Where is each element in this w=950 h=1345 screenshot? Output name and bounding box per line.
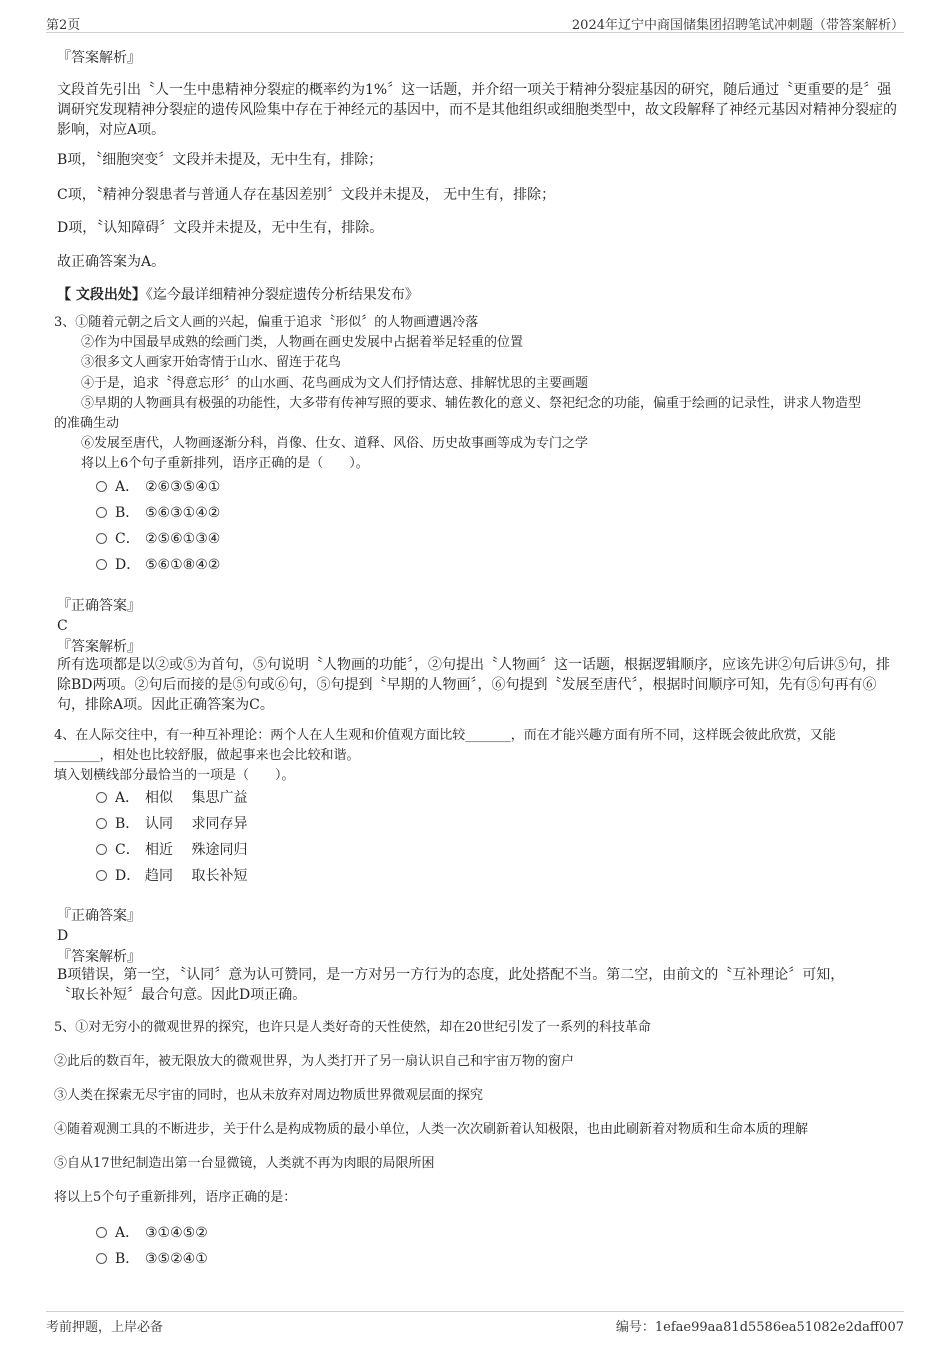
radio-icon[interactable] [96, 1227, 107, 1238]
q5-sentence-1: 5、①对无穷小的微观世界的探究，也许只是人类好奇的天性使然，却在20世纪引发了一系列的科技革命 [54, 1020, 651, 1035]
radio-icon[interactable] [96, 870, 107, 881]
q4-option-c[interactable]: C． 相近 殊途同归 [96, 839, 247, 861]
q3-answer: C [57, 618, 68, 634]
q4-option-d[interactable]: D． 趋同 取长补短 [96, 865, 247, 887]
q2-option-d-note: D项，〝认知障碍〞文段并未提及，无中生有，排除。 [57, 220, 384, 236]
radio-icon[interactable] [96, 792, 107, 803]
q3-sentence-4: ④于是，追求〝得意忘形〞的山水画、花鸟画成为文人们抒情达意、排解忧思的主要画题 [81, 376, 589, 391]
q5-option-b[interactable]: B． ③⑤②④① [96, 1248, 208, 1270]
q2-analysis-heading: 『答案解析』 [57, 50, 141, 66]
q3-analysis-text: 所有选项都是以②或⑤为首句，⑤句说明〝人物画的功能〞，②句提出〝人物画〞这一话题，根据逻辑顺序，应该先讲②句后讲⑤句，排除BD两项。②句后而接的是⑤句或⑥句，⑤句提到〝早期的人物画〞，⑥句提到〝发展至唐代〞，根据时间顺序可知，先有⑤句再有⑥句，排除A项。因此正确答案为C。 [57, 657, 890, 713]
q2-option-c-note: C项，〝精神分裂患者与普通人存在基因差别〞文段并未提及， 无中生有，排除； [57, 187, 556, 203]
q3-option-b[interactable]: B． ⑤⑥③①④② [96, 502, 220, 524]
q3-sentence-5: ⑤早期的人物画具有极强的功能性，大多带有传神写照的要求、辅佐教化的意义、祭祀纪念的功能，偏重于绘画的记录性，讲求人物造型 [81, 396, 862, 411]
q2-source [57, 285, 897, 305]
q4-stem: 4、在人际交往中，有一种互补理论：两个人在人生观和价值观方面比较_______，而在才能兴趣方面有所不同，这样既会彼此欣赏，又能 [54, 728, 836, 743]
radio-icon[interactable] [96, 844, 107, 855]
q5-prompt: 将以上5个句子重新排列，语序正确的是： [54, 1190, 297, 1205]
q5-sentence-4: ④随着观测工具的不断进步，关于什么是构成物质的最小单位，人类一次次刷新着认知极限，也由此刷新着对物质和生命本质的理解 [54, 1122, 809, 1137]
q2-analysis-text: 文段首先引出〝人一生中患精神分裂症的概率约为1%〞这一话题，并介绍一项关于精神分裂症基因的研究，随后通过〝更重要的是〞强调研究发现精神分裂症的遗传风险集中存在于神经元的基因中，而不是其他组织或细胞类型中，故文段解释了神经元基因对精神分裂症的影响，对应A项。 [57, 82, 897, 138]
q3-option-a[interactable]: A． ②⑥③⑤④① [96, 476, 220, 498]
q2-conclusion: 故正确答案为A。 [57, 254, 166, 270]
radio-icon[interactable] [96, 533, 107, 544]
q3-sentence-1: 3、①随着元朝之后文人画的兴起，偏重于追求〝形似〞的人物画遭遇冷落 [54, 315, 479, 330]
source-label: 【 文段出处】 [57, 287, 146, 303]
radio-icon[interactable] [96, 559, 107, 570]
q4-prompt: 填入划横线部分最恰当的一项是（ ）。 [54, 768, 295, 783]
q4-answer-label: 『正确答案』 [57, 908, 141, 924]
source-title: 《迄今最详细精神分裂症遗传分析结果发布》 [145, 287, 419, 303]
q3-analysis-label: 『答案解析』 [57, 639, 141, 655]
radio-icon[interactable] [96, 507, 107, 518]
radio-icon[interactable] [96, 481, 107, 492]
q4-option-b[interactable]: B． 认同 求同存异 [96, 813, 247, 835]
document-title: 2024年辽宁中商国储集团招聘笔试冲刺题（带答案解析） [571, 18, 904, 33]
page-number: 第2页 [46, 18, 81, 33]
q3-prompt: 将以上6个句子重新排列，语序正确的是（ ）。 [81, 456, 369, 471]
q4-option-a[interactable]: A． 相似 集思广益 [96, 787, 247, 809]
q5-sentence-5: ⑤自从17世纪制造出第一台显微镜，人类就不再为肉眼的局限所困 [54, 1156, 435, 1171]
radio-icon[interactable] [96, 818, 107, 829]
q5-sentence-3: ③人类在探索无尽宇宙的同时，也从未放弃对周边物质世界微观层面的探究 [54, 1088, 484, 1103]
q2-option-b-note: B项，〝细胞突变〞文段并未提及，无中生有，排除； [57, 152, 383, 168]
q4-answer: D [57, 928, 69, 944]
document-id: 编号：1efae99aa81d5586ea51082e2daff007 [615, 1320, 904, 1335]
q4-analysis-label: 『答案解析』 [57, 949, 141, 965]
q3-sentence-3: ③很多文人画家开始寄情于山水、留连于花鸟 [81, 355, 342, 370]
radio-icon[interactable] [96, 1253, 107, 1264]
footer-slogan: 考前押题，上岸必备 [46, 1320, 164, 1335]
page-footer [46, 1311, 904, 1336]
q3-sentence-2: ②作为中国最早成熟的绘画门类，人物画在画史发展中占据着举足轻重的位置 [81, 335, 524, 350]
q5-sentence-2: ②此后的数百年，被无限放大的微观世界，为人类打开了另一扇认识自己和宇宙万物的窗户 [54, 1054, 575, 1069]
q3-option-c[interactable]: C． ②⑤⑥①③④ [96, 528, 220, 550]
q4-analysis-text: B项错误，第一空，〝认同〞意为认可赞同，是一方对另一方行为的态度，此处搭配不当。第二空，由前文的〝互补理论〞可知，〝取长补短〞最合句意。因此D项正确。 [57, 967, 845, 1003]
page-header [46, 12, 904, 33]
q5-option-a[interactable]: A． ③①④⑤② [96, 1222, 208, 1244]
q3-answer-label: 『正确答案』 [57, 598, 141, 614]
q3-sentence-6: ⑥发展至唐代，人物画逐渐分科，肖像、仕女、道释、风俗、历史故事画等成为专门之学 [81, 436, 589, 451]
q3-option-d[interactable]: D． ⑤⑥①⑧④② [96, 554, 220, 576]
q3-sentence-5-cont: 的准确生动 [54, 416, 120, 431]
q4-stem-cont: _______，相处也比较舒服，做起事来也会比较和谐。 [54, 748, 360, 763]
